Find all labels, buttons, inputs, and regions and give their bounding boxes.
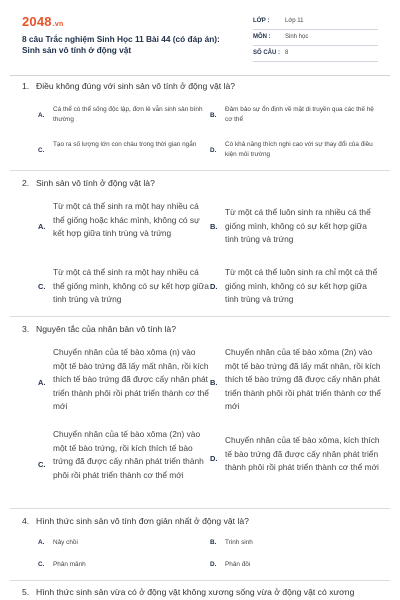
option-letter: D. bbox=[210, 147, 217, 154]
option-text: Tạo ra số lượng lớn con cháu trong thời gian ngắn bbox=[53, 141, 197, 148]
question-text: Nguyên tắc của nhân bản vô tính là? bbox=[36, 324, 176, 334]
meta-class-label: LỚP : bbox=[253, 18, 270, 24]
option-text: Chuyển nhân của tế bào xôma (2n) vào một tế bào trứng, rồi kích thích tế bào trứng đã được cấy nhân phát triển thành phôi rồi phát triển thành cơ thể mới bbox=[53, 429, 204, 480]
meta-count-value: 8 bbox=[285, 50, 289, 56]
option-4c[interactable] bbox=[38, 560, 198, 572]
option-text: Phân đôi bbox=[225, 561, 251, 568]
option-4a[interactable] bbox=[38, 538, 198, 550]
option-letter: D. bbox=[210, 561, 217, 568]
question-number: 1. bbox=[22, 81, 30, 91]
option-text: Phân mảnh bbox=[53, 561, 86, 568]
option-letter: C. bbox=[38, 460, 46, 469]
option-letter: C. bbox=[38, 561, 45, 568]
option-letter: A. bbox=[38, 222, 46, 231]
site-logo[interactable] bbox=[22, 14, 63, 29]
option-letter: A. bbox=[38, 112, 45, 119]
option-letter: B. bbox=[210, 378, 218, 387]
option-4b[interactable] bbox=[210, 538, 370, 550]
option-text: Từ một cá thể sinh ra một hay nhiều cá thể giống hoặc khác mình, không có sự kết hợp giữa tinh trùng và trứng bbox=[53, 201, 200, 238]
question-number: 5. bbox=[22, 587, 30, 597]
meta-subject-label: MÔN : bbox=[253, 34, 271, 40]
question-number: 2. bbox=[22, 178, 30, 188]
option-letter: C. bbox=[38, 147, 45, 154]
option-text: Nảy chồi bbox=[53, 539, 78, 546]
option-text: Từ một cá thể luôn sinh ra nhiều cá thể giống mình, không có sự kết hợp giữa tinh trùng và trứng bbox=[225, 207, 371, 244]
question-divider bbox=[10, 316, 390, 317]
option-letter: B. bbox=[210, 539, 217, 546]
option-text: Có khả năng thích nghi cao với sự thay đổi của điều kiện môi trường bbox=[225, 141, 373, 158]
option-letter: B. bbox=[210, 112, 217, 119]
question-text: Sinh sản vô tính ở động vật là? bbox=[36, 178, 155, 188]
logo-main: 2048 bbox=[22, 14, 52, 29]
option-text: Đảm bảo sự ổn định về mặt di truyền qua các thế hệ cơ thể bbox=[225, 106, 374, 123]
option-text: Chuyển nhân của tế bào xôma (2n) vào một tế bào trứng đã lấy mất nhân, rồi kích thích tế bào trứng đã được cấy nhân phát triển thành phôi rồi phát triển thành cơ thể mới bbox=[225, 347, 381, 411]
option-4d[interactable] bbox=[210, 560, 370, 572]
option-letter: A. bbox=[38, 539, 45, 546]
option-text: Chuyển nhân của tế bào xôma (n) vào một tế bào trứng đã lấy mất nhân, rồi kích thích tế bào trứng đã được cấy nhân phát triển thành phôi rồi phát triển thành cơ thể mới bbox=[53, 347, 209, 411]
question-divider bbox=[10, 170, 390, 171]
option-text: Chuyển nhân của tế bào xôma, kích thích tế bào trứng đã được cấy nhân phát triển thành phôi rồi phát triển thành cơ thể mới bbox=[225, 435, 380, 472]
question-number: 3. bbox=[22, 324, 30, 334]
meta-count-label: SỐ CÂU : bbox=[253, 50, 280, 56]
meta-class-value: Lớp 11 bbox=[285, 18, 304, 24]
meta-box bbox=[253, 14, 378, 62]
header-divider bbox=[10, 75, 390, 76]
question-text: Điều không đúng với sinh sản vô tính ở động vật là? bbox=[36, 81, 236, 91]
option-letter: D. bbox=[210, 282, 218, 291]
question-divider bbox=[10, 580, 390, 581]
question-divider bbox=[10, 508, 390, 509]
option-text: Cá thể có thể sống độc lập, đơn lẻ vẫn sinh sản bình thường bbox=[53, 106, 203, 123]
option-text: Từ một cá thể luôn sinh ra chỉ một cá thể giống mình, không có sự kết hợp giữa tinh trùng và trứng bbox=[225, 267, 378, 304]
meta-subject-value: Sinh học bbox=[285, 34, 309, 40]
option-letter: A. bbox=[38, 378, 46, 387]
logo-suffix: .vn bbox=[52, 21, 64, 28]
option-letter: C. bbox=[38, 282, 46, 291]
option-text: Từ một cá thể sinh ra một hay nhiều cá thể giống mình, không có sự kết hợp giữa tinh trùng và trứng bbox=[53, 267, 209, 304]
question-text: Hình thức sinh sản vừa có ở động vật không xương sống vừa ở động vật có xương bbox=[36, 587, 355, 597]
option-text: Trinh sinh bbox=[225, 539, 253, 546]
document-title: 8 câu Trắc nghiệm Sinh Học 11 Bài 44 (có đáp án): Sinh sản vô tính ở động vật bbox=[22, 34, 220, 55]
meta-subject-row bbox=[253, 30, 378, 46]
option-letter: D. bbox=[210, 454, 218, 463]
option-letter: B. bbox=[210, 222, 218, 231]
question-number: 4. bbox=[22, 516, 30, 526]
meta-count-row bbox=[253, 46, 378, 62]
question-text: Hình thức sinh sản vô tính đơn giản nhất ở động vật là? bbox=[36, 516, 249, 526]
meta-class-row bbox=[253, 14, 378, 30]
